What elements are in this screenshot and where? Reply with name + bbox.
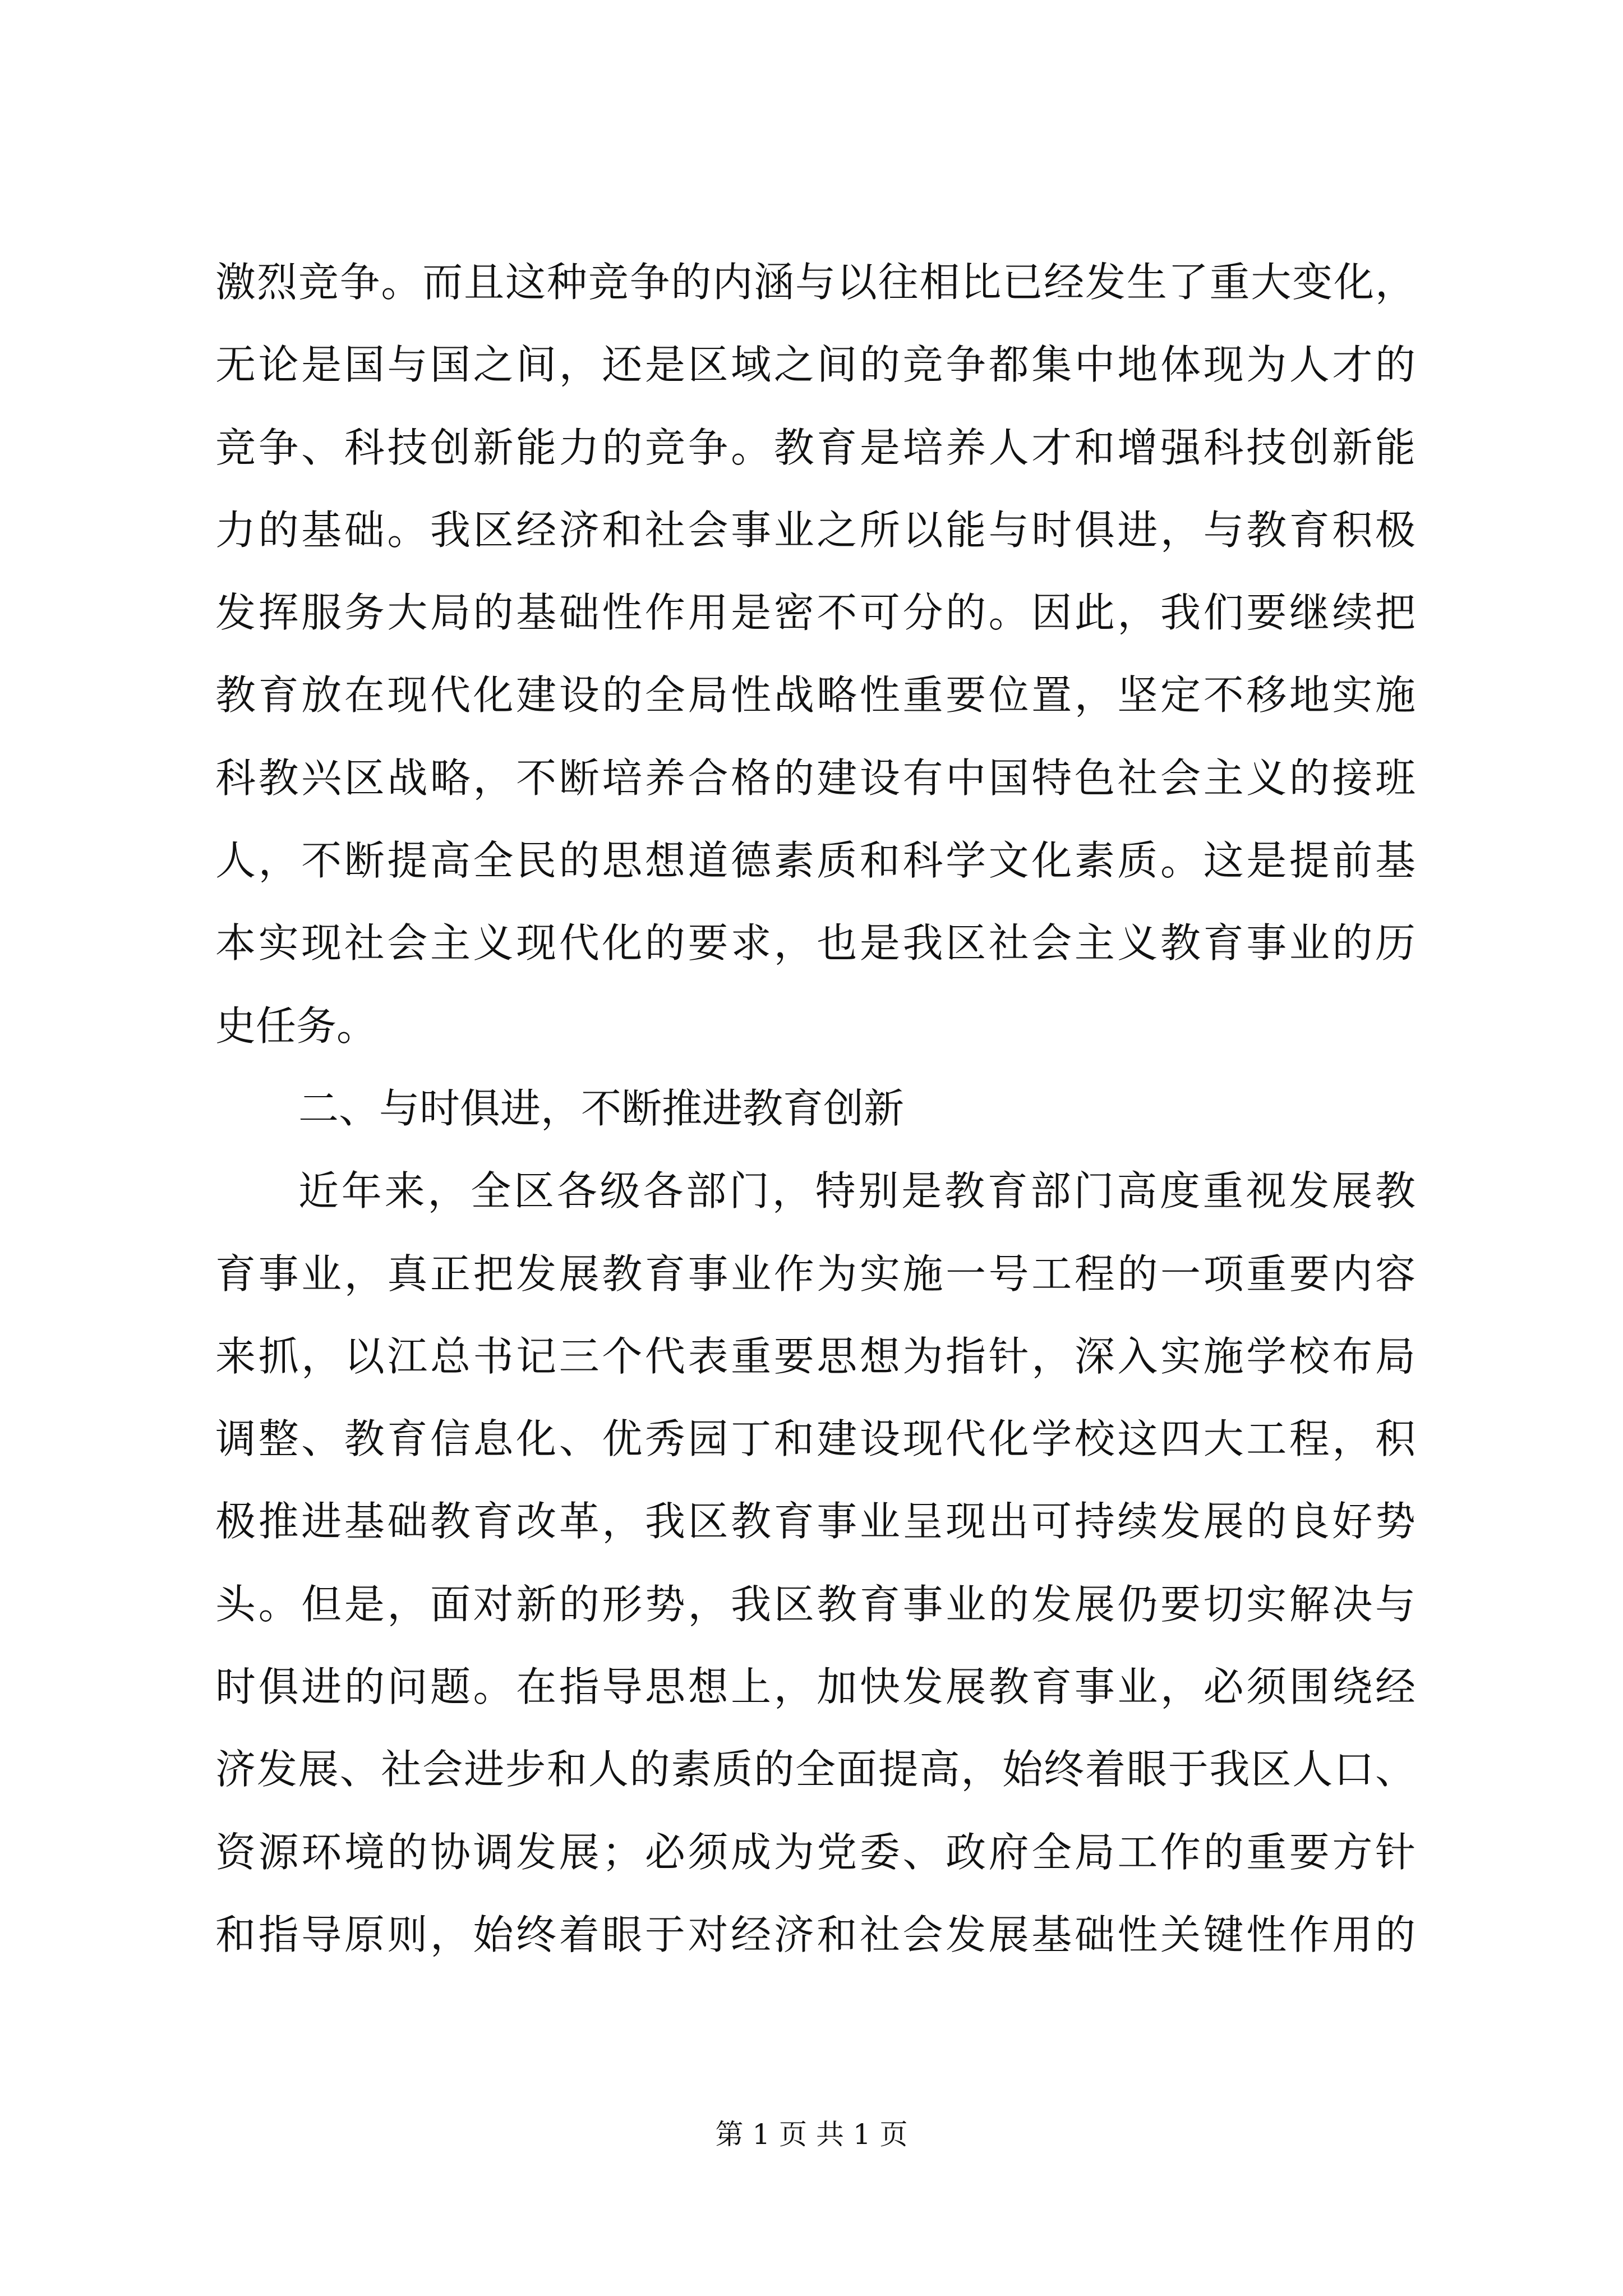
body-line: 史任务。	[215, 1002, 377, 1050]
body-line: 发挥服务大局的基础性作用是密不可分的。因此，我们要继续把	[215, 589, 1415, 637]
body-line: 调整、教育信息化、优秀园丁和建设现代化学校这四大工程，积	[215, 1415, 1415, 1463]
body-line: 头。但是，面对新的形势，我区教育事业的发展仍要切实解决与	[215, 1580, 1415, 1628]
body-line: 极推进基础教育改革，我区教育事业呈现出可持续发展的良好势	[215, 1498, 1415, 1545]
body-line: 激烈竞争。而且这种竞争的内涵与以往相比已经发生了重大变化，	[215, 259, 1415, 306]
section-heading: 二、与时俱进，不断推进教育创新	[298, 1084, 905, 1132]
body-line: 力的基础。我区经济和社会事业之所以能与时俱进，与教育积极	[215, 506, 1415, 554]
body-line: 资源环境的协调发展；必须成为党委、政府全局工作的重要方针	[215, 1828, 1415, 1876]
body-line: 育事业，真正把发展教育事业作为实施一号工程的一项重要内容	[215, 1250, 1415, 1297]
body-line: 近年来，全区各级各部门，特别是教育部门高度重视发展教	[298, 1167, 1415, 1215]
document-body	[215, 241, 1415, 1976]
page-footer	[0, 2112, 1623, 2157]
body-line: 来抓，以江总书记三个代表重要思想为指针，深入实施学校布局	[215, 1332, 1415, 1380]
body-line: 和指导原则，始终着眼于对经济和社会发展基础性关键性作用的	[215, 1911, 1415, 1958]
body-line: 人，不断提高全民的思想道德素质和科学文化素质。这是提前基	[215, 837, 1415, 885]
page-number-label: 第 1 页 共 1 页	[715, 2118, 908, 2151]
body-line: 本实现社会主义现代化的要求，也是我区社会主义教育事业的历	[215, 919, 1415, 967]
body-line: 教育放在现代化建设的全局性战略性重要位置，坚定不移地实施	[215, 671, 1415, 719]
body-line: 无论是国与国之间，还是区域之间的竞争都集中地体现为人才的	[215, 341, 1415, 389]
body-line: 时俱进的问题。在指导思想上，加快发展教育事业，必须围绕经	[215, 1663, 1415, 1711]
body-line: 竞争、科技创新能力的竞争。教育是培养人才和增强科技创新能	[215, 424, 1415, 471]
body-line: 济发展、社会进步和人的素质的全面提高，始终着眼于我区人口、	[215, 1746, 1415, 1793]
body-line: 科教兴区战略，不断培养合格的建设有中国特色社会主义的接班	[215, 754, 1415, 802]
